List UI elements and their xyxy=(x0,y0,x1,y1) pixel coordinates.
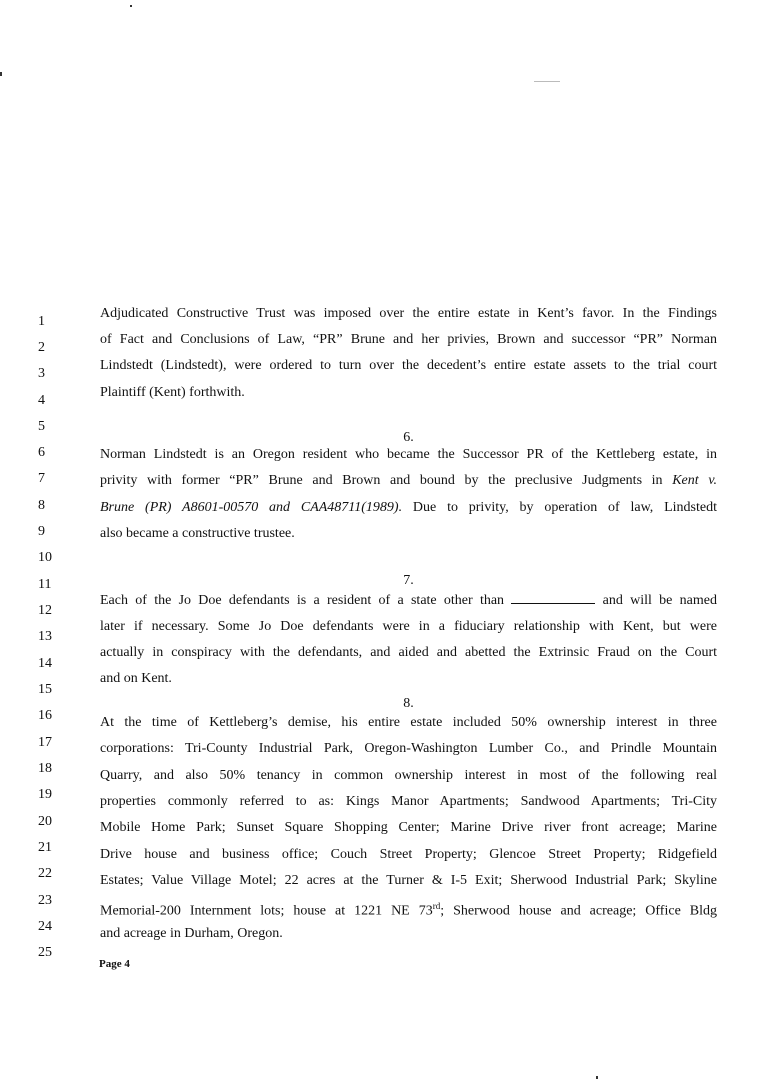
body-text: and will be named xyxy=(602,593,717,608)
scan-speck xyxy=(0,72,2,76)
line-number: 16 xyxy=(38,708,52,723)
line-number: 9 xyxy=(38,524,45,539)
line-number: 2 xyxy=(38,340,45,355)
body-line: properties commonly referred to as: Kings Manor Apartments; Sandwood Apartments; Tri-City xyxy=(100,794,717,809)
line-number: 8 xyxy=(38,498,45,513)
line-number: 10 xyxy=(38,550,52,565)
line-number: 6 xyxy=(38,445,45,460)
body-text: Each of the Jo Doe defendants is a resident of a state other than xyxy=(100,593,505,608)
line-number: 15 xyxy=(38,682,52,697)
body-line xyxy=(100,591,717,609)
page-number: Page 4 xyxy=(99,958,130,970)
body-line: Quarry, and also 50% tenancy in common ownership interest in most of the following real xyxy=(100,768,717,783)
body-line: At the time of Kettleberg’s demise, his entire estate included 50% ownership interest in three xyxy=(100,715,717,730)
ordinal-suffix: rd xyxy=(432,901,441,911)
body-line: Plaintiff (Kent) forthwith. xyxy=(100,385,245,400)
body-line: and acreage in Durham, Oregon. xyxy=(100,926,283,941)
line-number: 7 xyxy=(38,471,45,486)
body-text: Memorial-200 Internment lots; house at 1221 NE 73 xyxy=(100,903,433,919)
line-number: 13 xyxy=(38,629,52,644)
body-line xyxy=(100,898,717,920)
line-number: 23 xyxy=(38,893,52,908)
body-line: Mobile Home Park; Sunset Square Shopping Center; Marine Drive river front acreage; Marine xyxy=(100,820,717,835)
scan-speck xyxy=(130,5,132,7)
body-line: and on Kent. xyxy=(100,671,172,686)
body-line: corporations: Tri-County Industrial Park, Oregon-Washington Lumber Co., and Prindle Mountain xyxy=(100,741,717,756)
line-number: 22 xyxy=(38,866,52,881)
body-text: Due to privity, by operation of law, Lindstedt xyxy=(402,500,717,515)
line-number: 25 xyxy=(38,945,52,960)
line-number: 19 xyxy=(38,787,52,802)
body-line: also became a constructive trustee. xyxy=(100,526,295,541)
line-number: 3 xyxy=(38,366,45,381)
body-line: Norman Lindstedt is an Oregon resident who became the Successor PR of the Kettleberg estate, in xyxy=(100,447,717,462)
line-number: 1 xyxy=(38,314,45,329)
line-number: 17 xyxy=(38,735,52,750)
body-line: of Fact and Conclusions of Law, “PR” Brune and her privies, Brown and successor “PR” Norman xyxy=(100,332,717,347)
line-number: 11 xyxy=(38,577,52,592)
line-number: 12 xyxy=(38,603,52,618)
body-text: ; Sherwood house and acreage; Office Bldg xyxy=(440,903,717,919)
line-number: 20 xyxy=(38,814,52,829)
case-citation: Brune (PR) A8601-00570 and CAA48711(1989). xyxy=(100,500,403,515)
scan-speck xyxy=(534,81,560,82)
body-line: later if necessary. Some Jo Doe defendants were in a fiduciary relationship with Kent, but were xyxy=(100,619,717,634)
section-number: 8. xyxy=(403,696,414,711)
body-text: privity with former “PR” Brune and Brown and bound by the preclusive Judgments in xyxy=(100,473,673,488)
section-number: 7. xyxy=(403,573,414,588)
case-citation: Kent v. xyxy=(672,473,717,488)
line-number: 21 xyxy=(38,840,52,855)
line-number: 14 xyxy=(38,656,52,671)
line-number: 4 xyxy=(38,393,45,408)
body-line: Estates; Value Village Motel; 22 acres at the Turner & I-5 Exit; Sherwood Industrial Park; Skyline xyxy=(100,873,717,888)
body-line: Drive house and business office; Couch Street Property; Glencoe Street Property; Ridgefield xyxy=(100,847,717,862)
section-number: 6. xyxy=(403,430,414,445)
body-line xyxy=(100,499,717,516)
line-number: 18 xyxy=(38,761,52,776)
body-line: Lindstedt (Lindstedt), were ordered to turn over the decedent’s entire estate assets to the trial court xyxy=(100,358,717,373)
scan-speck xyxy=(596,1076,598,1079)
line-number: 5 xyxy=(38,419,45,434)
blank-line xyxy=(511,591,595,604)
body-line: actually in conspiracy with the defendants, and aided and abetted the Extrinsic Fraud on the Court xyxy=(100,645,717,660)
body-line: Adjudicated Constructive Trust was imposed over the entire estate in Kent’s favor. In the Findings xyxy=(100,306,717,321)
body-line xyxy=(100,472,717,489)
line-number: 24 xyxy=(38,919,52,934)
